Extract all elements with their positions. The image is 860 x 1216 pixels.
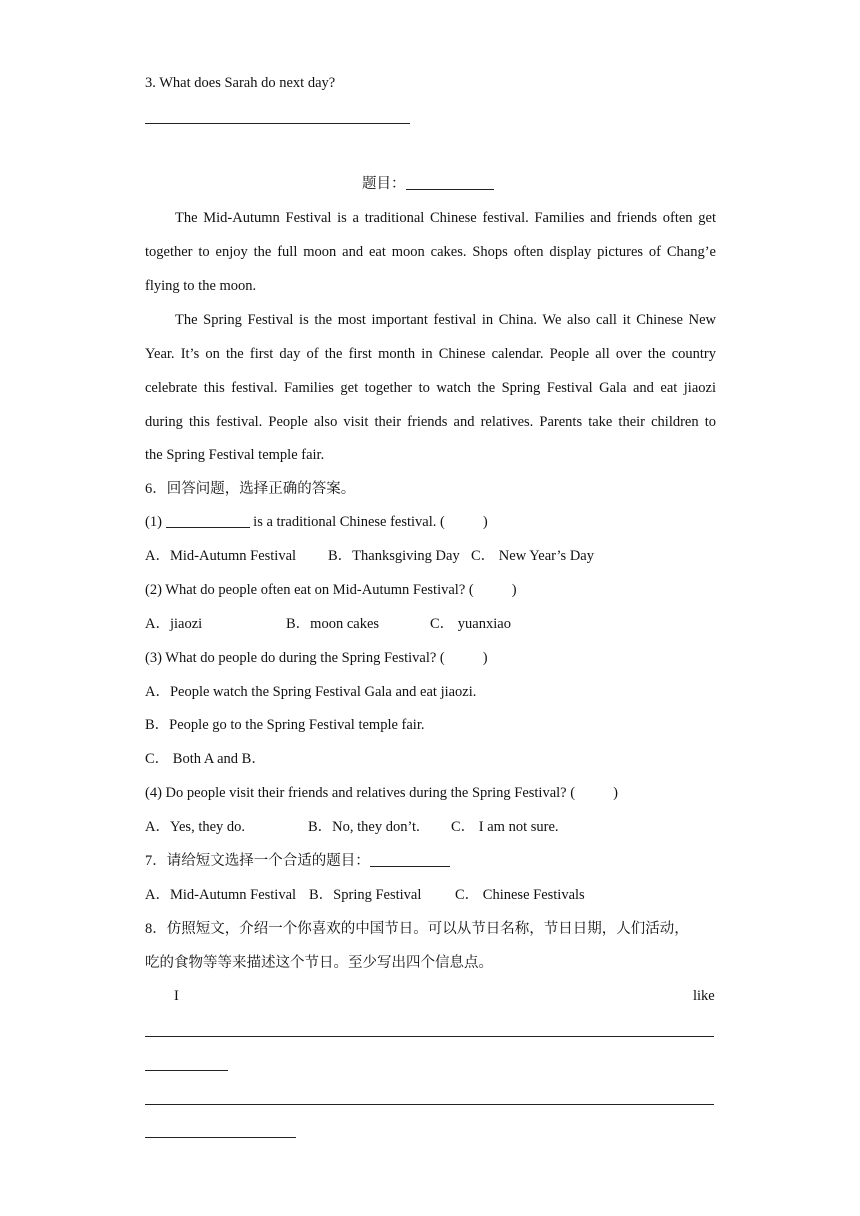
q6-2-option-b[interactable]: B．moon cakes — [286, 616, 380, 632]
title-prompt — [362, 175, 494, 193]
question-6-2 — [145, 581, 517, 599]
q7-option-a[interactable]: A．Mid-Autumn Festival — [145, 887, 297, 903]
q6-4-option-c[interactable]: C． I am not sure. — [451, 819, 559, 835]
passage-p2-line4: during this festival. People also visit their friends and relatives. Parents take their children to — [145, 414, 716, 430]
passage-p2-line1: The Spring Festival is the most important festival in China. We also call it Chinese New — [175, 312, 716, 328]
q6-3-option-a[interactable]: A．People watch the Spring Festival Gala and eat jiaozi. — [145, 684, 477, 700]
q6-1-prefix: (1) — [145, 514, 166, 530]
q6-2-option-c[interactable]: C． yuanxiao — [430, 616, 511, 632]
q7-option-b[interactable]: B．Spring Festival — [309, 887, 422, 903]
question-6-heading: 6．回答问题，选择正确的答案。 — [145, 481, 356, 497]
q6-2-option-a[interactable]: A．jiaozi — [145, 616, 203, 632]
question-6-3 — [145, 649, 488, 667]
question-6-1 — [145, 513, 488, 531]
q8-start-word: I — [174, 988, 179, 1004]
writing-line-1[interactable] — [145, 1036, 714, 1037]
q6-3-option-c[interactable]: C． Both A and B． — [145, 751, 266, 767]
title-blank[interactable] — [406, 175, 494, 190]
title-label: 题目： — [362, 176, 406, 192]
passage-p2-line3: celebrate this festival. Families get together to watch the Spring Festival Gala and eat jiaozi — [145, 380, 716, 396]
q6-2-question: (2) What do people often eat on Mid-Autumn Festival? ( — [145, 582, 474, 598]
q6-4-question: (4) Do people visit their friends and relatives during the Spring Festival? ( — [145, 785, 576, 801]
question-3: 3. What does Sarah do next day? — [145, 75, 336, 91]
q7-blank[interactable] — [370, 852, 450, 867]
answer-line-q3[interactable] — [145, 123, 410, 124]
q6-3-close: ) — [482, 650, 488, 666]
q7-question: 7．请给短文选择一个合适的题目： — [145, 853, 370, 869]
q6-3-option-b[interactable]: B．People go to the Spring Festival temple fair. — [145, 717, 425, 733]
passage-p1-line3: flying to the moon. — [145, 278, 257, 294]
q6-1-option-a[interactable]: A．Mid-Autumn Festival — [145, 548, 297, 564]
q6-1-close: ) — [482, 514, 488, 530]
question-6-4 — [145, 784, 618, 802]
question-8-line2: 吃的食物等等来描述这个节日。至少写出四个信息点。 — [145, 955, 493, 971]
q6-1-option-c[interactable]: C． New Year’s Day — [471, 548, 594, 564]
q6-3-question: (3) What do people do during the Spring Festival? ( — [145, 650, 445, 666]
q6-4-options — [145, 818, 559, 836]
question-7 — [145, 852, 450, 870]
q6-1-option-b[interactable]: B．Thanksgiving Day — [328, 548, 460, 564]
writing-line-2[interactable] — [145, 1070, 228, 1071]
q8-like-word: like — [693, 988, 715, 1004]
q6-1-question: is a traditional Chinese festival. ( — [249, 514, 445, 530]
q6-4-option-a[interactable]: A．Yes, they do. — [145, 819, 246, 835]
q6-4-option-b[interactable]: B．No, they don’t. — [308, 819, 420, 835]
writing-line-3[interactable] — [145, 1104, 714, 1105]
q6-1-blank[interactable] — [166, 513, 250, 528]
passage-p1-line2: together to enjoy the full moon and eat moon cakes. Shops often display pictures of Chang’e — [145, 244, 716, 260]
writing-line-4[interactable] — [145, 1137, 296, 1138]
q6-1-options — [145, 547, 594, 565]
question-8-line1: 8．仿照短文，介绍一个你喜欢的中国节日。可以从节日名称，节日日期，人们活动， — [145, 921, 689, 937]
q6-2-close: ) — [511, 582, 517, 598]
q6-4-close: ) — [613, 785, 618, 801]
passage-p2-line2: Year. It’s on the first day of the first month in Chinese calendar. People all over the country — [145, 346, 716, 362]
q7-options — [145, 886, 585, 904]
q6-2-options — [145, 615, 511, 633]
passage-p2-line5: the Spring Festival temple fair. — [145, 447, 325, 463]
q7-option-c[interactable]: C． Chinese Festivals — [455, 887, 585, 903]
passage-p1-line1: The Mid-Autumn Festival is a traditional Chinese festival. Families and friends often get — [175, 210, 716, 226]
